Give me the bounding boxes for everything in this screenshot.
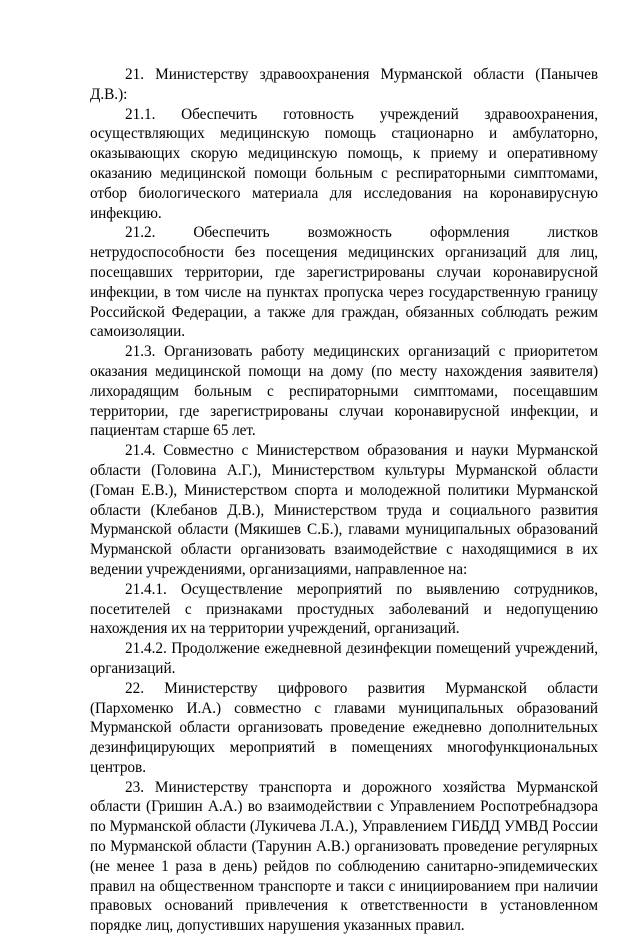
paragraph-21-4-1: 21.4.1. Осуществление мероприятий по выявлению сотрудников, посетителей с признаками простудных заболеваний и недопущению нахождения их на территории учреждений, организаций.: [90, 580, 598, 638]
paragraph-21-4-2: 21.4.2. Продолжение ежедневной дезинфекции помещений учреждений, организаций.: [90, 640, 598, 677]
paragraph-23: 23. Министерству транспорта и дорожного хозяйства Мурманской области (Гришин А.А.) во взаимодействии с Управлением Роспотребнадзора по Мурманской области (Лукичева Л.А.), Управлением ГИБДД УМВД России по Мурманской области (Тарунин А.В.) организовать проведение регулярных (не менее 1 раза в день) рейдов по соблюдению санитарно-эпидемических правил на общественном транспорте и такси с инициированием при наличии правовых оснований привлечения к ответственности в установленном порядке лиц, допустивших нарушения указанных правил.: [90, 778, 598, 935]
paragraph-21-2: 21.2. Обеспечить возможность оформления листков нетрудоспособности без посещения медицинских организаций для лиц, посещавших территории, где зарегистрированы случаи коронавирусной инфекции, в том числе на пунктах пропуска через государственную границу Российской Федерации, а также для граждан, обязанных соблюдать режим самоизоляции.: [90, 224, 598, 341]
paragraph-22: 22. Министерству цифрового развития Мурманской области (Пархоменко И.А.) совместно с главами муниципальных образований Мурманской области организовать проведение ежедневно дополнительных дезинфицирующих мероприятий в помещениях многофункциональных центров.: [90, 679, 598, 776]
paragraph-21-1: 21.1. Обеспечить готовность учреждений здравоохранения, осуществляющих медицинскую помощь стационарно и амбулаторно, оказывающих скорую медицинскую помощь, к приему и оперативному оказанию медицинской помощи больным с респираторными симптомами, отбор биологического материала для исследования на коронавирусную инфекцию.: [90, 105, 598, 222]
document-page: [90, 65, 598, 936]
paragraph-21-4: 21.4. Совместно с Министерством образования и науки Мурманской области (Головина А.Г.), Министерством культуры Мурманской области (Гоман Е.В.), Министерством спорта и молодежной политики Мурманской области (Клебанов Д.В.), Министерством труда и социального развития Мурманской области (Мякишев С.Б.), главами муниципальных образований Мурманской области организовать взаимодействие с находящимися в их ведении учреждениями, организациями, направленное на:: [90, 442, 598, 578]
paragraph-21: 21. Министерству здравоохранения Мурманской области (Панычев Д.В.):: [90, 66, 598, 103]
paragraph-21-3: 21.3. Организовать работу медицинских организаций с приоритетом оказания медицинской помощи на дому (по месту нахождения заявителя) лихорадящим больным с респираторными симптомами, посещавшим территории, где зарегистрированы случаи коронавирусной инфекции, и пациентам старше 65 лет.: [90, 343, 598, 440]
